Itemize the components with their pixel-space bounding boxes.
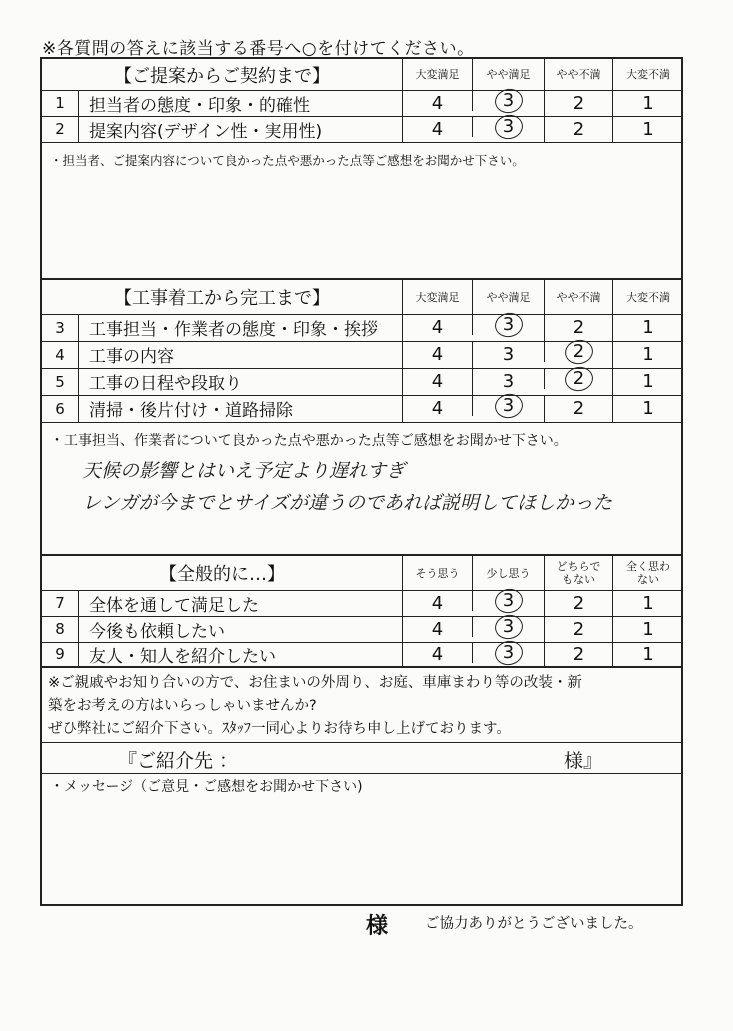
section-proposal	[40, 57, 683, 280]
score-option[interactable]: 1	[612, 616, 683, 642]
footer-sama: 様	[366, 914, 389, 939]
score-option[interactable]: 4	[402, 368, 472, 395]
score-option-selected[interactable]: 3	[472, 116, 544, 137]
score-option-selected[interactable]: 3	[472, 590, 544, 611]
question-number: 5	[55, 372, 65, 391]
message-area[interactable]	[42, 798, 681, 902]
score-option[interactable]: 2	[544, 116, 612, 142]
handwritten-comment: レンガが今までとサイズが違うのであれば説明してほしかった	[82, 492, 613, 514]
section-header	[42, 59, 681, 91]
section-overall	[40, 556, 683, 668]
score-option-selected[interactable]: 3	[472, 90, 544, 111]
section-title: 【全般的に…】	[159, 564, 285, 585]
referral-label: 『ご紹介先 ：	[118, 750, 239, 772]
question-row	[42, 616, 681, 643]
score-option-selected[interactable]: 2	[544, 368, 612, 389]
referral-suffix: 様』	[564, 750, 603, 772]
column-header: やや満足	[472, 280, 544, 314]
comment-prompt: ・担当者、ご提案内容について良かった点や悪かった点等ご感想をお聞かせ下さい。	[50, 153, 525, 168]
section-header	[42, 556, 681, 591]
score-option-selected[interactable]: 3	[472, 616, 544, 637]
score-option[interactable]: 2	[544, 590, 612, 616]
referral-note-line: ぜひ弊社にご紹介下さい。ｽﾀｯﾌ一同心よりお待ち申し上げております。	[48, 721, 511, 737]
score-option-selected[interactable]: 2	[544, 341, 612, 362]
score-option[interactable]: 4	[402, 616, 472, 642]
question-number: 8	[55, 620, 65, 638]
score-option[interactable]: 1	[612, 341, 683, 368]
section-title: 【工事着工から完工まで】	[114, 288, 330, 309]
score-option[interactable]: 4	[402, 395, 472, 422]
score-option[interactable]: 2	[544, 90, 612, 116]
column-header: やや不満	[544, 280, 612, 314]
instruction-text: ※各質問の答えに該当する番号へ○を付けてください。	[42, 39, 475, 59]
score-option-selected[interactable]: 3	[472, 642, 544, 663]
question-text: 今後も依頼したい	[78, 616, 402, 642]
question-text: 提案内容(デザイン性・実用性)	[78, 116, 402, 142]
section-title: 【ご提案からご契約まで】	[114, 65, 330, 87]
score-option-selected[interactable]: 3	[472, 395, 544, 416]
column-header: 大変満足	[402, 59, 472, 90]
score-option[interactable]: 3	[472, 368, 544, 395]
question-row	[42, 368, 681, 396]
referral-note-line: 築をお考えの方はいらっしゃいませんか?	[48, 698, 317, 714]
column-header: 大変不満	[612, 280, 683, 314]
question-text: 担当者の態度・印象・的確性	[78, 90, 402, 116]
question-text: 友人・知人を紹介したい	[78, 642, 402, 666]
score-option[interactable]: 3	[472, 341, 544, 368]
referral-field[interactable]	[42, 742, 681, 774]
referral-note-line: ※ご親戚やお知り合いの方で、お住まいの外周り、お庭、車庫まわり等の改装・新	[48, 675, 582, 691]
score-option[interactable]: 4	[402, 590, 472, 616]
column-header: どちらでもない	[544, 556, 612, 590]
score-option[interactable]: 1	[612, 314, 683, 341]
score-option[interactable]: 4	[402, 116, 472, 142]
question-row	[42, 642, 681, 666]
footer-thanks: ご協力ありがとうございました。	[425, 916, 643, 932]
question-text: 全体を通して満足した	[78, 590, 402, 616]
score-option[interactable]: 1	[612, 116, 683, 142]
column-header: やや満足	[472, 59, 544, 90]
score-option[interactable]: 4	[402, 314, 472, 341]
score-option[interactable]: 4	[402, 90, 472, 116]
question-number: 1	[55, 94, 65, 112]
column-header: 全く思わない	[612, 556, 683, 590]
question-row	[42, 90, 681, 117]
question-number: 4	[55, 345, 65, 364]
question-text: 清掃・後片付け・道路掃除	[78, 395, 402, 422]
score-option[interactable]: 1	[612, 590, 683, 616]
score-option[interactable]: 1	[612, 90, 683, 116]
column-header: 少し思う	[472, 556, 544, 590]
score-option[interactable]: 2	[544, 314, 612, 341]
question-row	[42, 314, 681, 342]
score-option-selected[interactable]: 3	[472, 314, 544, 335]
section-construction	[40, 280, 683, 556]
question-row	[42, 341, 681, 369]
question-text: 工事の内容	[78, 341, 402, 368]
question-number: 7	[55, 594, 65, 612]
question-text: 工事の日程や段取り	[78, 368, 402, 395]
question-text: 工事担当・作業者の態度・印象・挨拶	[78, 314, 402, 341]
question-row	[42, 116, 681, 143]
comment-prompt: ・工事担当、作業者について良かった点や悪かった点等ご感想をお聞かせ下さい。	[50, 433, 568, 449]
score-option[interactable]: 2	[544, 616, 612, 642]
section-header	[42, 280, 681, 315]
question-number: 3	[55, 318, 65, 337]
question-number: 2	[55, 120, 65, 138]
question-number: 6	[55, 399, 65, 418]
question-number: 9	[55, 645, 65, 663]
column-header: 大変満足	[402, 280, 472, 314]
column-header: そう思う	[402, 556, 472, 590]
handwritten-comment: 天候の影響とはいえ予定より遅れすぎ	[82, 460, 406, 482]
column-header: やや不満	[544, 59, 612, 90]
column-header: 大変不満	[612, 59, 683, 90]
score-option[interactable]: 4	[402, 341, 472, 368]
question-row	[42, 590, 681, 617]
question-row	[42, 395, 681, 423]
score-option[interactable]: 2	[544, 395, 612, 422]
referral-note	[48, 672, 582, 741]
score-option[interactable]: 2	[544, 642, 612, 666]
score-option[interactable]: 1	[612, 368, 683, 395]
message-prompt: ・メッセージ（ご意見・ご感想をお聞かせ下さい)	[50, 779, 363, 795]
referral-section	[40, 668, 683, 906]
score-option[interactable]: 4	[402, 642, 472, 666]
score-option[interactable]: 1	[612, 642, 683, 666]
score-option[interactable]: 1	[612, 395, 683, 422]
